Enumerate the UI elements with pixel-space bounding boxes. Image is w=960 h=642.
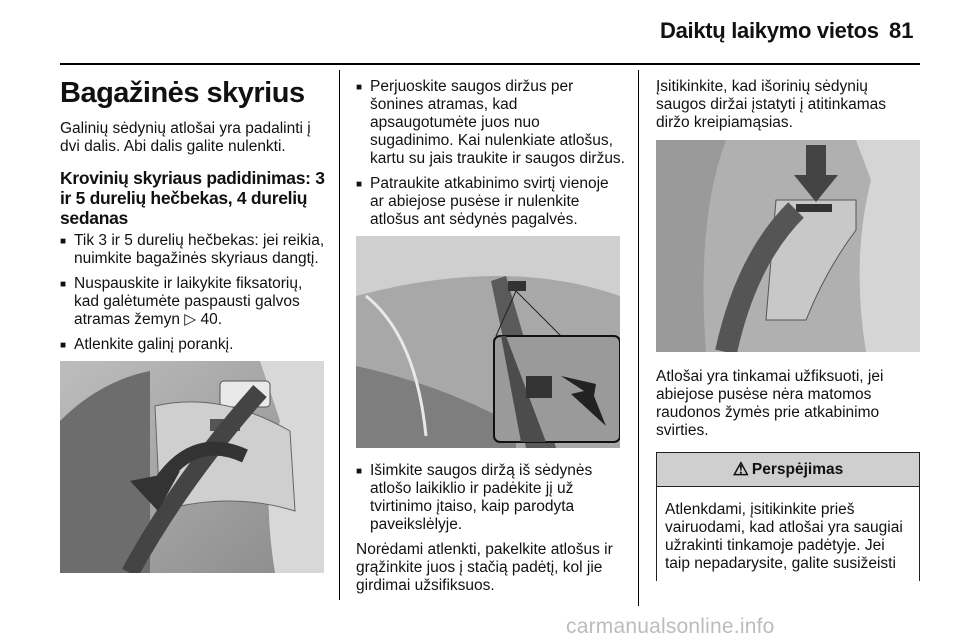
section-title: Bagažinės skyrius xyxy=(60,77,305,109)
bullet-list-3 xyxy=(356,462,626,534)
warning-header xyxy=(657,453,919,487)
list-item: ■ Perjuoskite saugos diržus per šonines atramas, kad apsaugotumėte juos nuo sugadinimo. Kai nulenkiate atlošus, kartu su jais traukite ir saugos diržus. xyxy=(356,78,626,168)
reference-page: 40. xyxy=(200,311,223,328)
warning-title: Perspėjimas xyxy=(751,460,844,478)
list-item: ■ Atlenkite galinį porankį. xyxy=(60,336,326,354)
list-item: ■ Tik 3 ir 5 durelių hečbekas: jei reikia, nuimkite bagažinės skyriaus dangtį. xyxy=(60,232,326,268)
list-item: ■ Patraukite atkabinimo svirtį vienoje ar abiejose pusėse ir nulenkite atlošus ant sėdynės pagalvės. xyxy=(356,175,626,229)
column-2 xyxy=(356,78,626,595)
paragraph: Norėdami atlenkti, pakelkite atlošus ir grąžinkite juos į stačią padėtį, kol jie girdimai užsifiksuos. xyxy=(356,541,613,594)
subheading: Krovinių skyriaus padidinimas: 3 ir 5 durelių hečbekas, 4 durelių sedanas xyxy=(60,168,325,228)
bullet-list-2 xyxy=(356,78,626,229)
figure-release-lever xyxy=(656,140,920,352)
intro-paragraph: Galinių sėdynių atlošai yra padalinti į dvi dalis. Abi dalis galite nulenkti. xyxy=(60,120,311,155)
paragraph: Atlošai yra tinkamai užfiksuoti, jei abiejose pusėse nėra matomos raudonos žymės prie atkabinimo svirties. xyxy=(656,368,884,439)
column-divider-2 xyxy=(638,70,639,606)
figure-seatbelt-guide xyxy=(356,236,620,448)
figure-armrest xyxy=(60,361,324,573)
triangle-reference-icon: ▷ xyxy=(184,311,197,328)
column-3 xyxy=(656,78,920,581)
list-item xyxy=(60,275,326,329)
paragraph: Įsitikinkite, kad išorinių sėdynių saugos diržai įstatyti į atitinkamas diržo kreipiamąsias. xyxy=(656,78,887,131)
column-1 xyxy=(60,78,326,573)
running-header-title: Daiktų laikymo vietos xyxy=(660,18,879,43)
header-rule xyxy=(60,63,920,65)
bullet-list-1 xyxy=(60,232,326,354)
warning-box xyxy=(656,452,920,581)
page-number: 81 xyxy=(889,18,914,43)
watermark: carmanualsonline.info xyxy=(566,615,775,638)
warning-text: Atlenkdami, įsitikinkite prieš vairuodami, kad atlošai yra saugiai užrakinti tinkamoje padėtyje. Jei taip nepadarysite, galite susižeisti xyxy=(665,501,903,572)
list-item-text: Nuspauskite ir laikykite fiksatorių, kad galėtumėte paspausti galvos atramas žemyn xyxy=(74,275,303,328)
list-item: ■ Išimkite saugos diržą iš sėdynės atlošo laikiklio ir padėkite jį už tvirtinimo įtaiso, kaip parodyta paveikslėlyje. xyxy=(356,462,626,534)
column-divider-1 xyxy=(339,70,340,600)
warning-triangle-icon: ⚠ xyxy=(732,459,749,479)
